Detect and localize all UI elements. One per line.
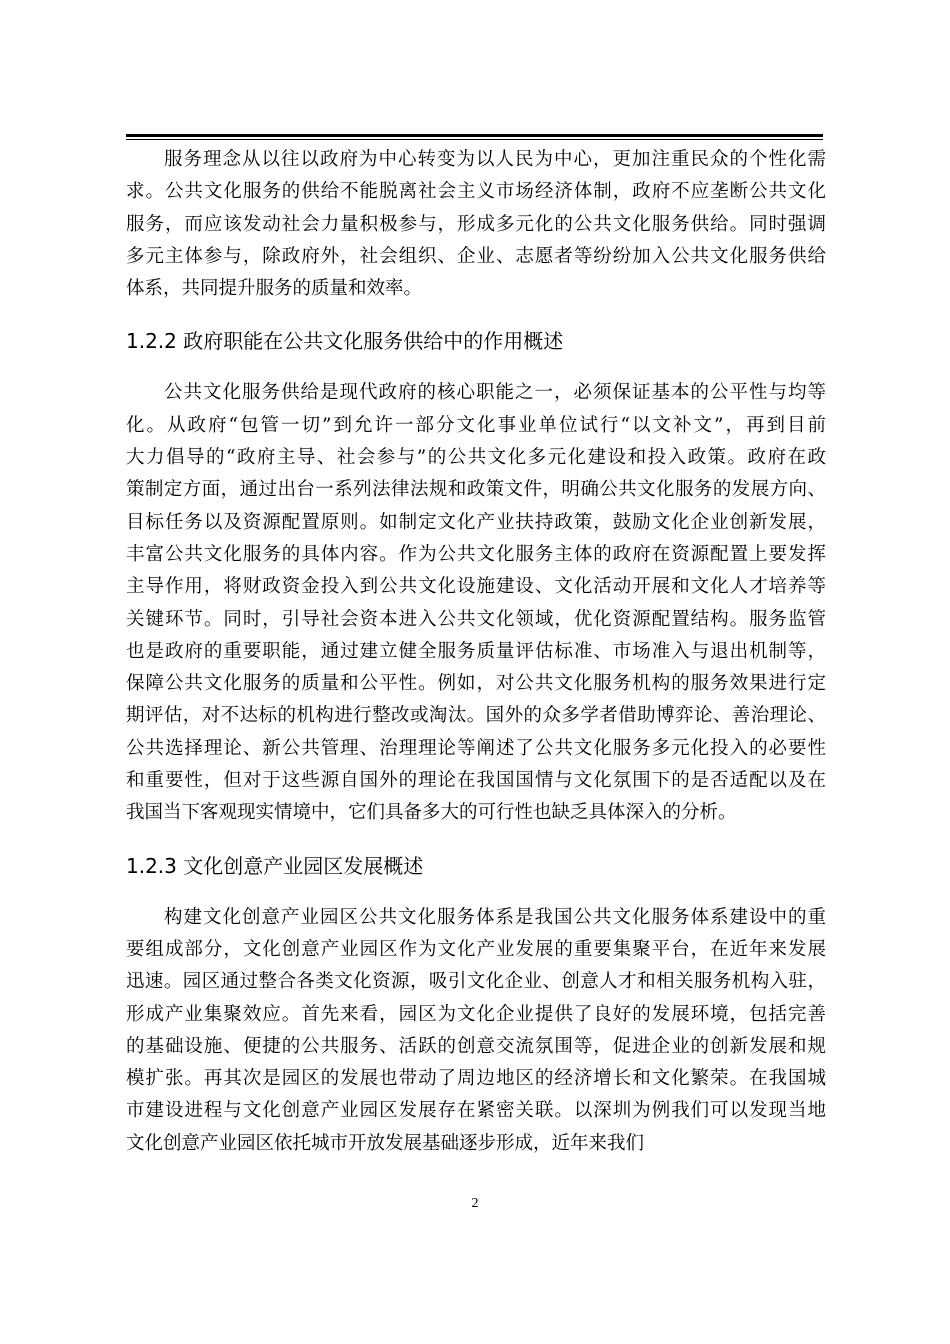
paragraph-line: 和重要性，但对于这些源自国外的理论在我国国情与文化氛围下的是否适配以及在 bbox=[126, 770, 826, 792]
paragraph-line: 服务，而应该发动社会力量积极参与，形成多元化的公共文化服务供给。同时强调 bbox=[126, 213, 826, 235]
paragraph-1 bbox=[126, 144, 826, 305]
paragraph-line: 形成产业集聚效应。首先来看，园区为文化企业提供了良好的发展环境，包括完善 bbox=[126, 1003, 826, 1025]
paragraph-line: 丰富公共文化服务的具体内容。作为公共文化服务主体的政府在资源配置上要发挥 bbox=[126, 543, 826, 565]
paragraph-line: 公共选择理论、新公共管理、治理理论等阐述了公共文化服务多元化投入的必要性 bbox=[126, 737, 826, 759]
paragraph-line: 文化创意产业园区依托城市开放发展基础逐步形成，近年来我们 bbox=[126, 1132, 645, 1154]
paragraph-2 bbox=[126, 377, 826, 829]
section-heading-1-2-3: 1.2.3 文化创意产业园区发展概述 bbox=[126, 853, 424, 878]
paragraph-line: 期评估，对不达标的机构进行整改或淘汰。国外的众多学者借助博弈论、善治理论、 bbox=[126, 705, 826, 727]
paragraph-line: 要组成部分，文化创意产业园区作为文化产业发展的重要集聚平台，在近年来发展 bbox=[126, 938, 826, 960]
paragraph-line: 求。公共文化服务的供给不能脱离社会主义市场经济体制，政府不应垄断公共文化 bbox=[126, 181, 826, 203]
paragraph-line: 公共文化服务供给是现代政府的核心职能之一，必须保证基本的公平性与均等 bbox=[164, 382, 826, 404]
header-rule-thick bbox=[126, 134, 823, 137]
paragraph-line: 市建设进程与文化创意产业园区发展存在紧密关联。以深圳为例我们可以发现当地 bbox=[126, 1100, 826, 1122]
header-rule-thin bbox=[126, 139, 823, 140]
page-content bbox=[126, 144, 826, 1160]
paragraph-line: 关键环节。同时，引导社会资本进入公共文化领域，优化资源配置结构。服务监管 bbox=[126, 608, 826, 630]
paragraph-line: 目标任务以及资源配置原则。如制定文化产业扶持政策，鼓励文化企业创新发展， bbox=[126, 511, 826, 533]
paragraph-line: 化。从政府“包管一切”到允许一部分文化事业单位试行“以文补文”，再到目前 bbox=[126, 414, 826, 436]
paragraph-line: 构建文化创意产业园区公共文化服务体系是我国公共文化服务体系建设中的重 bbox=[164, 906, 826, 928]
paragraph-line: 多元主体参与，除政府外，社会组织、企业、志愿者等纷纷加入公共文化服务供给 bbox=[126, 245, 826, 267]
paragraph-line: 体系，共同提升服务的质量和效率。 bbox=[126, 278, 423, 300]
paragraph-3 bbox=[126, 902, 826, 1160]
page-number: 2 bbox=[471, 1196, 479, 1211]
paragraph-line: 迅速。园区通过整合各类文化资源，吸引文化企业、创意人才和相关服务机构入驻， bbox=[126, 971, 826, 993]
paragraph-line: 我国当下客观现实情境中，它们具备多大的可行性也缺乏具体深入的分析。 bbox=[126, 802, 737, 824]
paragraph-line: 主导作用，将财政资金投入到公共文化设施建设、文化活动开展和文化人才培养等 bbox=[126, 576, 826, 598]
paragraph-line: 大力倡导的“政府主导、社会参与”的公共文化多元化建设和投入政策。政府在政 bbox=[126, 447, 826, 469]
paragraph-line: 服务理念从以往以政府为中心转变为以人民为中心，更加注重民众的个性化需 bbox=[164, 149, 826, 170]
paragraph-line: 保障公共文化服务的质量和公平性。例如，对公共文化服务机构的服务效果进行定 bbox=[126, 673, 826, 695]
section-heading-1-2-2: 1.2.2 政府职能在公共文化服务供给中的作用概述 bbox=[126, 329, 564, 354]
paragraph-line: 策制定方面，通过出台一系列法律法规和政策文件，明确公共文化服务的发展方向、 bbox=[126, 479, 826, 501]
paragraph-line: 也是政府的重要职能，通过建立健全服务质量评估标准、市场准入与退出机制等， bbox=[126, 640, 826, 662]
header-rule bbox=[126, 134, 823, 140]
paragraph-line: 的基础设施、便捷的公共服务、活跃的创意交流氛围等，促进企业的创新发展和规 bbox=[126, 1035, 826, 1057]
paragraph-line: 模扩张。再其次是园区的发展也带动了周边地区的经济增长和文化繁荣。在我国城 bbox=[126, 1068, 826, 1090]
